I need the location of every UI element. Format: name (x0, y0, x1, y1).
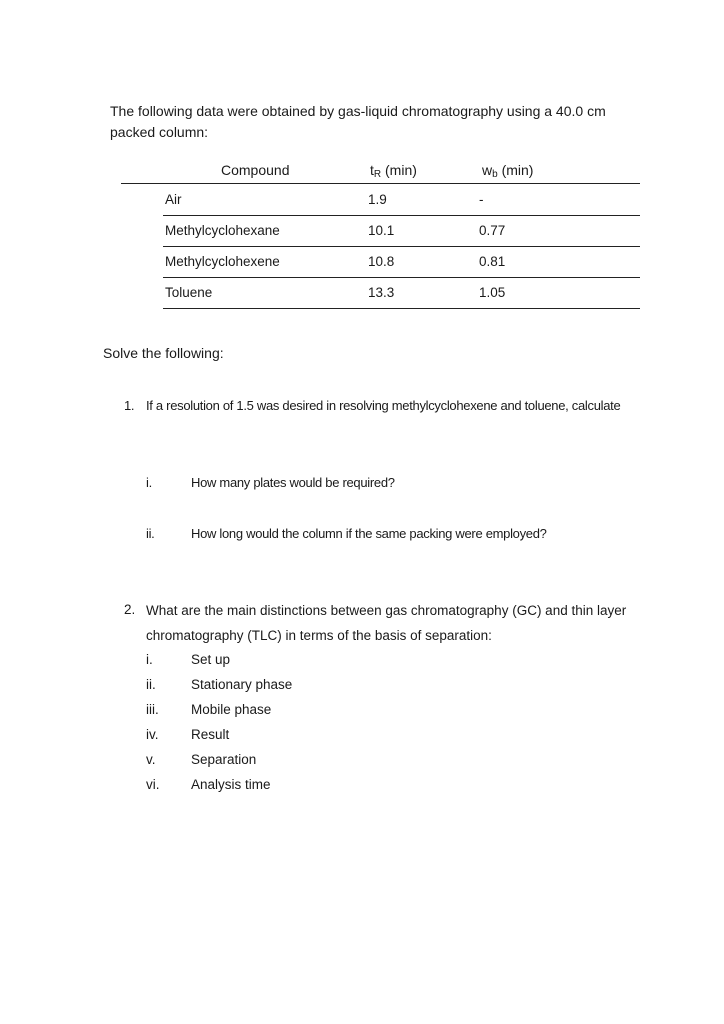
item-text: Separation (191, 752, 257, 767)
cell-wb: - (479, 192, 484, 207)
cell-wb: 0.81 (479, 254, 506, 269)
item-text: Result (191, 727, 230, 742)
cell-tr: 10.8 (368, 254, 395, 269)
item-number: iv. (146, 727, 159, 742)
header-peak-width: wb (min) (482, 162, 534, 180)
item-number: vi. (146, 777, 160, 792)
question-text: What are the main distinctions between gas chromatography (GC) and thin layer chromatography (TLC) in terms of the basis of separation: (146, 603, 627, 643)
item-number: iii. (146, 702, 159, 717)
item-text: How many plates would be required? (191, 475, 395, 490)
cell-wb: 1.05 (479, 285, 506, 300)
intro-paragraph: The following data were obtained by gas-liquid chromatography using a 40.0 cm packed column: (110, 103, 606, 140)
cell-wb: 0.77 (479, 223, 506, 238)
cell-compound: Methylcyclohexane (165, 223, 280, 238)
table-row (163, 246, 640, 278)
table-row (163, 184, 640, 216)
header-compound: Compound (221, 162, 290, 178)
question-number: 1. (124, 398, 135, 413)
cell-compound: Air (165, 192, 182, 207)
question-number: 2. (124, 602, 136, 617)
cell-compound: Toluene (165, 285, 213, 300)
item-number: v. (146, 752, 156, 767)
cell-tr: 1.9 (368, 192, 387, 207)
item-text: How long would the column if the same packing were employed? (191, 526, 547, 541)
question-text: If a resolution of 1.5 was desired in resolving methylcyclohexene and toluene, calculate (146, 398, 621, 413)
table-row (163, 277, 640, 309)
table-header (121, 161, 640, 184)
cell-tr: 10.1 (368, 223, 395, 238)
header-retention-time: tR (min) (370, 162, 417, 180)
item-text: Stationary phase (191, 677, 293, 692)
item-number: i. (146, 475, 152, 490)
item-number: i. (146, 652, 153, 667)
item-text: Set up (191, 652, 231, 667)
item-number: ii. (146, 677, 156, 692)
cell-compound: Methylcyclohexene (165, 254, 280, 269)
table-row (163, 215, 640, 247)
item-number: ii. (146, 526, 155, 541)
cell-tr: 13.3 (368, 285, 395, 300)
solve-heading: Solve the following: (103, 345, 224, 361)
item-text: Analysis time (191, 777, 271, 792)
item-text: Mobile phase (191, 702, 272, 717)
